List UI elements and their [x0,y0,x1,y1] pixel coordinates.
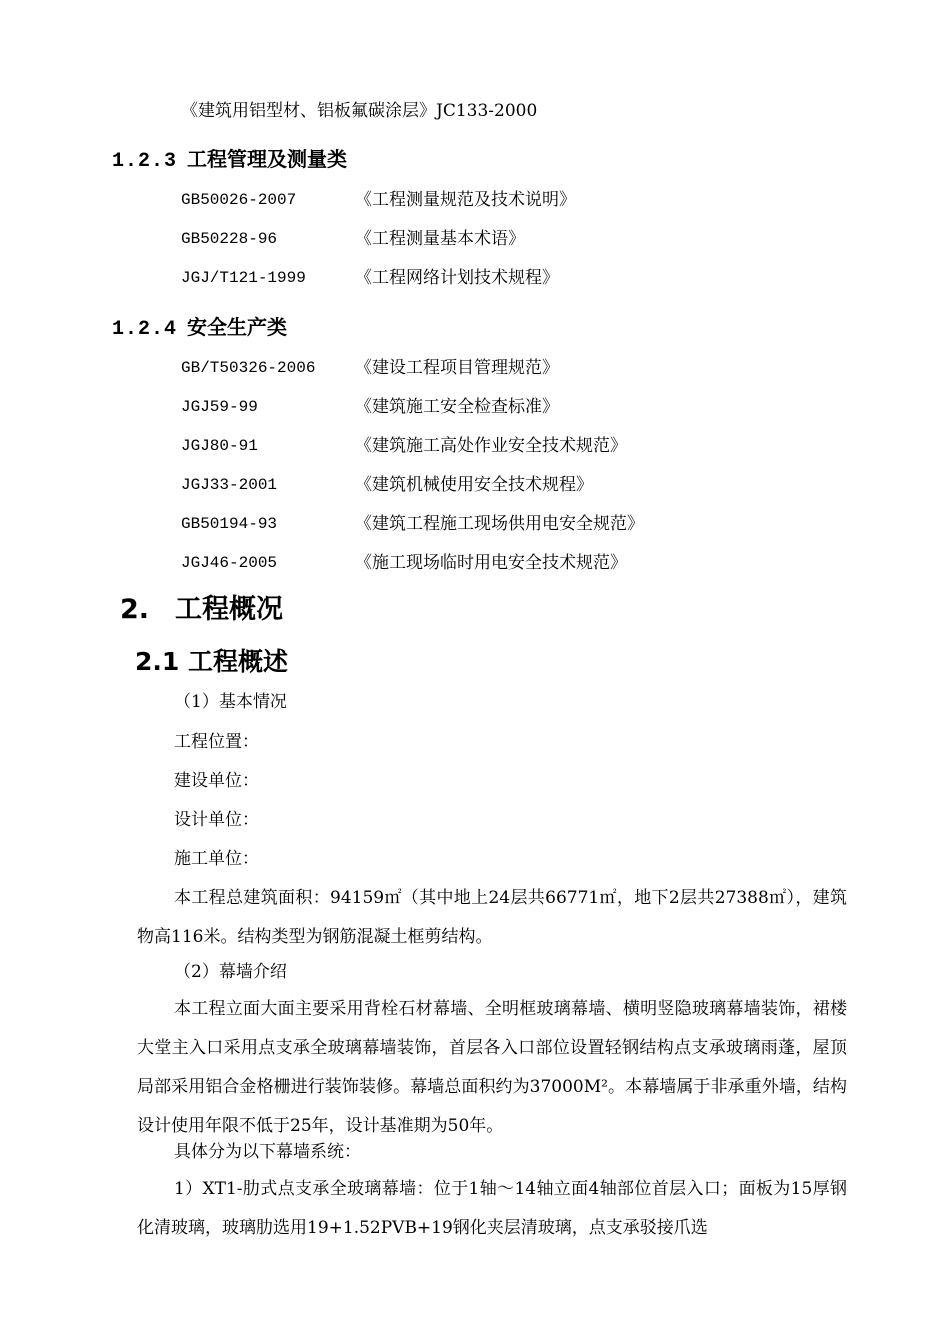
standard-title: 《工程测量规范及技术说明》 [355,190,576,210]
standard-title: 《工程网络计划技术规程》 [355,268,559,288]
chapter-heading [120,592,283,628]
paragraph-text: 1）XT1-肋式点支承全玻璃幕墙：位于1轴～14轴立面4轴部位首层入口；面板为15厚钢化清玻璃，玻璃肋选用19+1.52PVB+19钢化夹层清玻璃，点支承驳接爪选 [137,1179,847,1238]
standard-title: 《施工现场临时用电安全技术规范》 [355,553,627,573]
section-title: 安全生产类 [187,315,288,339]
section-title: 工程管理及测量类 [187,147,348,171]
field-project-location: 工程位置： [174,732,259,752]
section-heading-1-2-3 [112,145,347,176]
curtain-wall-heading: （2）幕墙介绍 [174,962,287,982]
standard-title: 《建筑施工高处作业安全技术规范》 [355,436,627,456]
standard-title: 《工程测量基本术语》 [355,229,525,249]
standard-code: JGJ33-2001 [181,476,278,494]
standard-code: JGJ46-2005 [181,554,278,572]
standard-title: 《建筑施工安全检查标准》 [355,397,559,417]
field-designer: 设计单位： [174,810,259,830]
standard-title: 《建筑工程施工现场供用电安全规范》 [355,514,644,534]
area-paragraph [137,879,847,957]
standard-code: GB50228-96 [181,230,278,248]
top-reference: 《建筑用铝型材、铝板氟碳涂层》JC133-2000 [181,101,538,121]
chapter-title: 工程概况 [175,594,284,625]
curtain-wall-paragraph [137,990,847,1146]
field-contractor: 施工单位： [174,849,259,869]
standard-code: GB/T50326-2006 [181,359,316,377]
system-1-paragraph [137,1170,847,1248]
systems-intro: 具体分为以下幕墙系统： [174,1142,361,1162]
section-number: 1.2.4 [112,318,178,341]
standard-title: 《建筑机械使用安全技术规程》 [355,475,593,495]
standard-code: JGJ59-99 [181,398,258,416]
standard-code: GB50194-93 [181,515,278,533]
standard-code: JGJ80-91 [181,437,258,455]
standard-code: JGJ/T121-1999 [181,269,306,287]
standard-title: 《建设工程项目管理规范》 [355,358,559,378]
paragraph-text: 本工程立面大面主要采用背栓石材幕墙、全明框玻璃幕墙、横明竖隐玻璃幕墙装饰，裙楼大堂主入口采用点支承全玻璃幕墙装饰，首层各入口部位设置轻钢结构点支承玻璃雨蓬，屋顶局部采用铝合金格栅进行装饰装修。幕墙总面积约为37000M²。本幕墙属于非承重外墙，结构设计使用年限不低于25年，设计基准期为50年。 [137,999,847,1136]
section-heading-2-1: 2.1 工程概述 [135,647,288,676]
chapter-number: 2. [120,594,150,625]
paragraph-text: 本工程总建筑面积：94159㎡（其中地上24层共66771㎡，地下2层共27388㎡），建筑物高116米。结构类型为钢筋混凝土框剪结构。 [137,888,847,947]
field-client: 建设单位： [174,771,259,791]
section-number: 1.2.3 [112,150,178,173]
standard-code: GB50026-2007 [181,191,297,209]
section-heading-1-2-4 [112,313,287,344]
basic-info-heading: （1）基本情况 [174,692,287,712]
